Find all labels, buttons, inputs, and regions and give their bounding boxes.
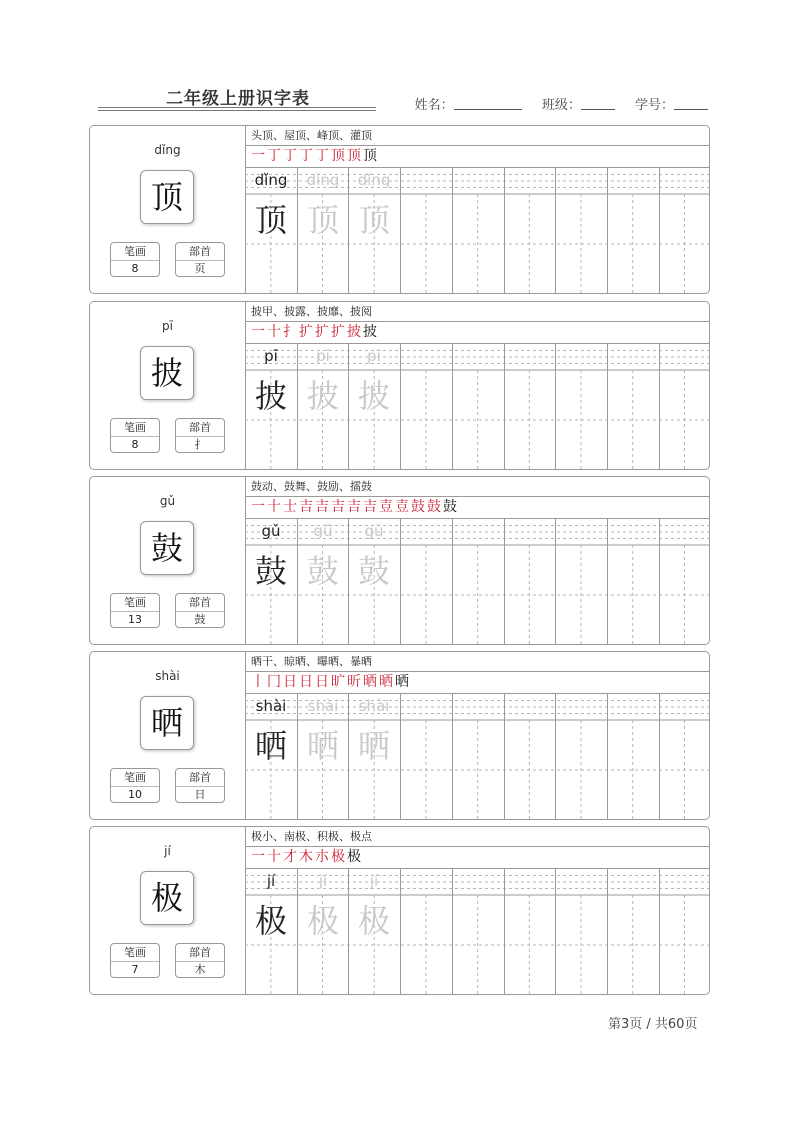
stroke-step: 壴 — [395, 499, 409, 515]
trace-character: 顶 — [357, 201, 390, 239]
stroke-step: 一 — [251, 324, 265, 340]
title-underline — [98, 107, 376, 108]
radical-label: 部首 — [176, 419, 224, 437]
radical-value: 扌 — [194, 438, 206, 451]
trace-character: 披 — [306, 377, 339, 415]
stroke-step: 扩 — [331, 324, 345, 340]
character-card — [89, 826, 710, 995]
writing-grid[interactable] — [245, 869, 710, 995]
writing-grid[interactable] — [245, 519, 710, 645]
character-card — [89, 125, 710, 294]
trace-character: 晒 — [357, 727, 390, 765]
stroke-count-value: 8 — [131, 438, 139, 451]
trace-pinyin: pī — [316, 347, 330, 365]
radical-box — [175, 943, 225, 978]
stroke-step: 木 — [299, 849, 313, 865]
model-character: 极 — [254, 902, 287, 940]
writing-grid[interactable] — [245, 694, 710, 820]
stroke-step: 十 — [267, 324, 281, 340]
stroke-step: 一 — [251, 849, 265, 865]
trace-pinyin: pī — [367, 347, 381, 365]
model-pinyin: pī — [264, 347, 278, 365]
trace-character: 顶 — [306, 201, 339, 239]
stroke-step: 吉 — [347, 499, 361, 515]
stroke-step: 顶 — [363, 148, 377, 164]
page-indicator: 第3页 / 共60页 — [608, 1017, 698, 1032]
character-display: 披 — [140, 346, 194, 400]
model-character: 鼓 — [254, 552, 287, 590]
stroke-count-box — [110, 593, 160, 628]
radical-box — [175, 418, 225, 453]
stroke-step: 壴 — [379, 499, 393, 515]
stroke-step: 顶 — [347, 148, 361, 164]
stroke-step: 鼓 — [443, 499, 457, 515]
character-info — [90, 126, 246, 293]
stroke-count-label: 笔画 — [111, 243, 159, 261]
example-words: 披甲、披露、披靡、披阅 — [245, 302, 710, 322]
stroke-order-row — [245, 497, 710, 519]
model-pinyin: jí — [266, 872, 276, 890]
stroke-order-row — [245, 847, 710, 869]
stroke-step: 十 — [267, 499, 281, 515]
writing-grid[interactable] — [245, 168, 710, 294]
radical-value: 日 — [194, 788, 206, 801]
stroke-step: 朩 — [315, 849, 329, 865]
character-display: 顶 — [140, 170, 194, 224]
stroke-step: 日 — [299, 674, 313, 690]
stroke-step: 吉 — [331, 499, 345, 515]
radical-label: 部首 — [176, 594, 224, 612]
character-display: 极 — [140, 871, 194, 925]
stroke-count-label: 笔画 — [111, 944, 159, 962]
stroke-count-value: 13 — [128, 613, 142, 626]
model-character: 晒 — [254, 727, 287, 765]
character-pinyin: pī — [162, 319, 173, 333]
stroke-step: 晒 — [363, 674, 377, 690]
stroke-step: 极 — [347, 849, 361, 865]
example-words: 极小、南极、积极、极点 — [245, 827, 710, 847]
radical-box — [175, 593, 225, 628]
trace-pinyin: shài — [307, 697, 339, 715]
stroke-step: 极 — [331, 849, 345, 865]
stroke-count-box — [110, 943, 160, 978]
character-pinyin: shài — [155, 669, 180, 683]
character-card — [89, 301, 710, 470]
radical-box — [175, 242, 225, 277]
radical-value: 木 — [194, 963, 206, 976]
stroke-count-box — [110, 242, 160, 277]
radical-label: 部首 — [176, 944, 224, 962]
character-info — [90, 302, 246, 469]
name-label: 姓名： — [414, 98, 454, 113]
page-title: 二年级上册识字表 — [166, 89, 310, 109]
radical-label: 部首 — [176, 243, 224, 261]
stroke-step: 丁 — [283, 148, 297, 164]
stroke-count-box — [110, 418, 160, 453]
stroke-step: 扌 — [283, 324, 297, 340]
model-pinyin: shài — [255, 697, 287, 715]
stroke-step: 晒 — [379, 674, 393, 690]
radical-value: 页 — [194, 262, 206, 275]
stroke-step: 丁 — [299, 148, 313, 164]
stroke-step: 披 — [347, 324, 361, 340]
student-info — [415, 94, 708, 113]
writing-grid[interactable] — [245, 344, 710, 470]
stroke-step: 一 — [251, 499, 265, 515]
stroke-step: 才 — [283, 849, 297, 865]
trace-character: 晒 — [306, 727, 339, 765]
stroke-count-value: 8 — [131, 262, 139, 275]
trace-character: 鼓 — [306, 552, 339, 590]
character-card — [89, 651, 710, 820]
stroke-step: 扩 — [315, 324, 329, 340]
trace-pinyin: dǐng — [306, 171, 340, 189]
stroke-step: 丁 — [315, 148, 329, 164]
stroke-order-row — [245, 672, 710, 694]
example-words: 晒干、晾晒、曝晒、暴晒 — [245, 652, 710, 672]
radical-label: 部首 — [176, 769, 224, 787]
class-blank[interactable] — [581, 97, 615, 110]
character-info — [90, 827, 246, 994]
stroke-step: 日 — [315, 674, 329, 690]
class-label: 班级： — [541, 98, 581, 113]
trace-pinyin: jí — [318, 872, 328, 890]
stroke-count-value: 7 — [131, 963, 139, 976]
stroke-step: 吉 — [299, 499, 313, 515]
stroke-step: 一 — [251, 148, 265, 164]
character-pinyin: dǐng — [154, 143, 181, 157]
stroke-count-box — [110, 768, 160, 803]
trace-pinyin: dǐng — [357, 171, 391, 189]
stroke-step: 丁 — [267, 148, 281, 164]
worksheet-header — [98, 84, 710, 114]
student-id-blank[interactable] — [674, 97, 708, 110]
stroke-step: 丨 — [251, 674, 265, 690]
stroke-step: 吉 — [363, 499, 377, 515]
trace-character: 披 — [357, 377, 390, 415]
stroke-step: 士 — [283, 499, 297, 515]
name-blank[interactable] — [454, 97, 522, 110]
example-words: 头顶、屋顶、峰顶、灌顶 — [245, 126, 710, 146]
stroke-count-label: 笔画 — [111, 419, 159, 437]
stroke-step: 鼓 — [411, 499, 425, 515]
character-info — [90, 477, 246, 644]
stroke-count-label: 笔画 — [111, 769, 159, 787]
model-pinyin: gǔ — [261, 522, 281, 540]
radical-box — [175, 768, 225, 803]
student-id-label: 学号： — [634, 98, 674, 113]
trace-character: 鼓 — [357, 552, 390, 590]
stroke-order-row — [245, 322, 710, 344]
trace-character: 极 — [306, 902, 339, 940]
character-display: 鼓 — [140, 521, 194, 575]
stroke-step: 昕 — [347, 674, 361, 690]
title-underline-2 — [98, 110, 376, 111]
trace-pinyin: gǔ — [313, 522, 333, 540]
radical-value: 鼓 — [194, 613, 206, 626]
character-pinyin: gǔ — [159, 494, 176, 508]
character-display: 晒 — [140, 696, 194, 750]
trace-pinyin: shài — [358, 697, 390, 715]
stroke-step: 冂 — [267, 674, 281, 690]
stroke-step: 吉 — [315, 499, 329, 515]
stroke-step: 旷 — [331, 674, 345, 690]
trace-pinyin: gǔ — [364, 522, 384, 540]
stroke-step: 十 — [267, 849, 281, 865]
stroke-step: 日 — [283, 674, 297, 690]
trace-character: 极 — [357, 902, 390, 940]
example-words: 鼓动、鼓舞、鼓励、擂鼓 — [245, 477, 710, 497]
stroke-step: 披 — [363, 324, 377, 340]
model-character: 顶 — [254, 201, 287, 239]
stroke-step: 顶 — [331, 148, 345, 164]
stroke-step: 鼓 — [427, 499, 441, 515]
model-pinyin: dǐng — [254, 171, 288, 189]
trace-pinyin: jí — [369, 872, 379, 890]
character-info — [90, 652, 246, 819]
character-card — [89, 476, 710, 645]
stroke-count-label: 笔画 — [111, 594, 159, 612]
stroke-order-row — [245, 146, 710, 168]
stroke-count-value: 10 — [128, 788, 142, 801]
character-pinyin: jí — [164, 844, 171, 858]
stroke-step: 晒 — [395, 674, 409, 690]
model-character: 披 — [254, 377, 287, 415]
stroke-step: 扩 — [299, 324, 313, 340]
